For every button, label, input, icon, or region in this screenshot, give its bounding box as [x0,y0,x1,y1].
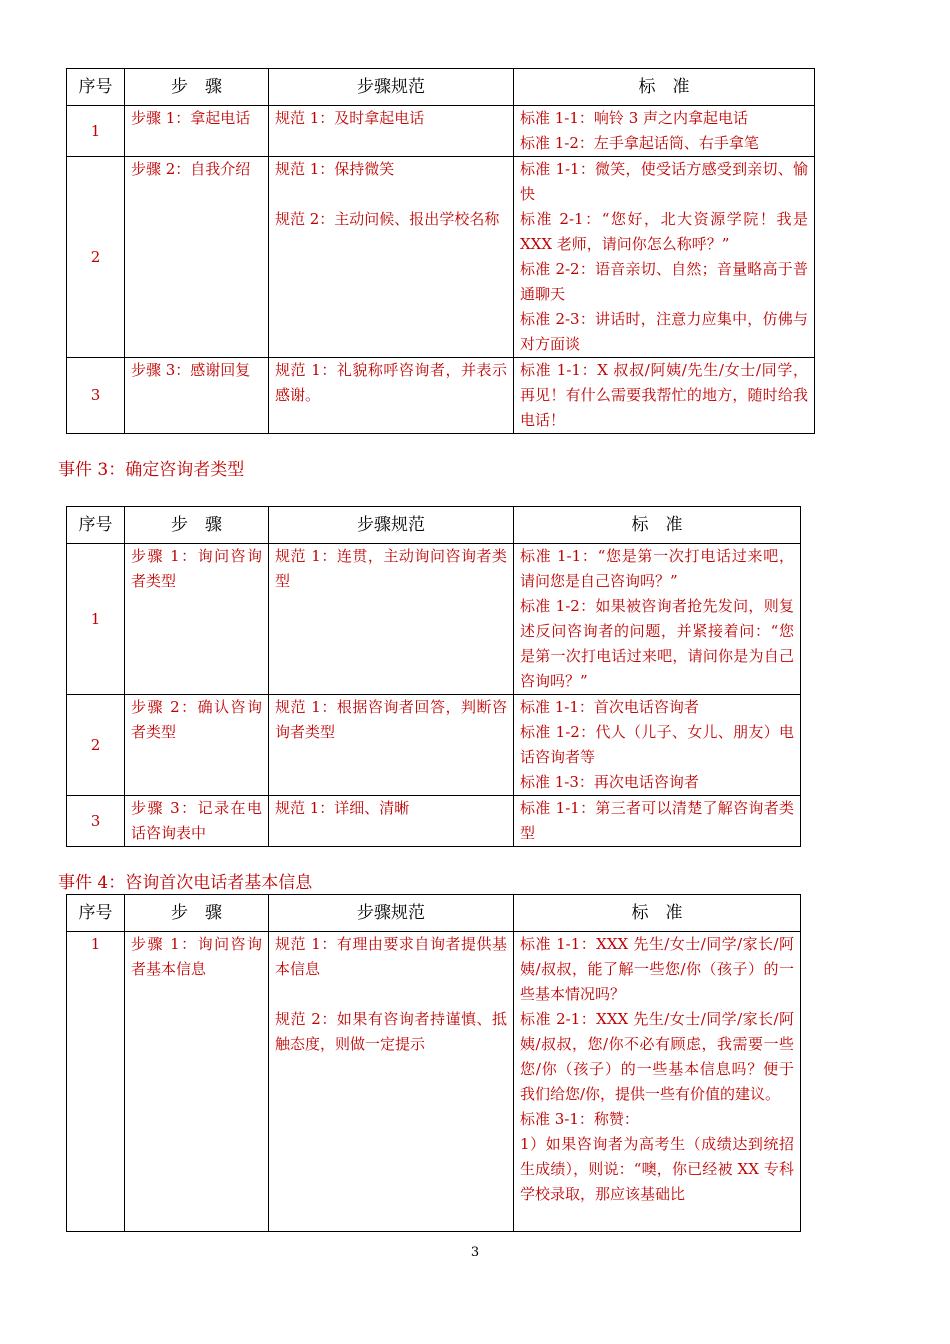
row-index: 1 [67,932,125,1232]
header-spec: 步骤规范 [269,895,514,932]
header-step: 步 骤 [125,69,269,106]
row-step: 步骤 1：询问咨询者类型 [131,547,262,590]
table-basic-info [66,894,801,1232]
row-index: 1 [67,544,125,695]
row-index: 2 [67,157,125,358]
row-step: 步骤 3：感谢回复 [131,361,251,379]
row-standard: 标准 2-2：语音亲切、自然；音量略高于普通聊天 [520,260,808,303]
header-step: 步 骤 [125,507,269,544]
row-spec: 规范 1：有理由要求自询者提供基本信息 [275,935,507,978]
row-spec: 规范 1：保持微笑 [275,160,395,178]
table-caller-type [66,506,801,847]
table-call-steps [66,68,815,434]
row-spec: 规范 2：主动问候、报出学校名称 [275,210,500,228]
row-index: 3 [67,796,125,847]
header-spec: 步骤规范 [269,69,514,106]
header-step: 步 骤 [125,895,269,932]
row-standard: 标准 1-1：微笑，使受话方感受到亲切、愉快 [520,160,808,203]
row-spec: 规范 2：如果有咨询者持谨慎、抵触态度，则做一定提示 [275,1010,507,1053]
table-row [67,695,801,796]
row-spec: 规范 1：礼貌称呼咨询者，并表示感谢。 [275,361,507,404]
row-standard: 标准 1-1：X 叔叔/阿姨/先生/女士/同学，再见！有什么需要我帮忙的地方，随时给我电话！ [520,361,808,429]
table-row [67,358,815,434]
row-standard: 标准 1-1：“您是第一次打电话过来吧，请问您是自己咨询吗？” [520,547,794,590]
header-standard: 标 准 [514,69,815,106]
page-number: 3 [470,1245,480,1260]
row-spec: 规范 1：及时拿起电话 [275,109,425,127]
header-index: 序号 [67,507,125,544]
row-standard: 标准 1-1：响铃 3 声之内拿起电话 [520,109,749,127]
row-step: 步骤 2：确认咨询者类型 [131,698,262,741]
row-step: 步骤 2：自我介绍 [131,160,251,178]
row-index: 3 [67,358,125,434]
row-spec: 规范 1：连贯，主动询问咨询者类型 [275,547,507,590]
row-index: 2 [67,695,125,796]
row-standard: 标准 2-1：“您好，北大资源学院！我是 XXX 老师，请问你怎么称呼？” [520,210,808,253]
row-standard: 标准 1-1：首次电话咨询者 [520,698,699,716]
table-header-row [67,69,815,106]
row-standard: 标准 1-2：代人（儿子、女儿、朋友）电话咨询者等 [520,723,794,766]
row-index: 1 [67,106,125,157]
section-title-event-3: 事件 3：确定咨询者类型 [58,460,245,480]
header-standard: 标 准 [514,507,801,544]
row-standard: 1）如果咨询者为高考生（成绩达到统招生成绩），则说：“噢，你已经被 XX 专科学校录取，那应该基础比 [520,1135,794,1203]
table-row [67,157,815,358]
row-step: 步骤 1：拿起电话 [131,109,251,127]
table-row [67,932,801,1232]
row-standard: 标准 1-1：XXX 先生/女士/同学/家长/阿姨/叔叔，能了解一些您/你（孩子）的一些基本情况吗？ [520,935,794,1003]
table-row [67,106,815,157]
row-standard: 标准 1-1：第三者可以清楚了解咨询者类型 [520,799,794,842]
header-spec: 步骤规范 [269,507,514,544]
table-header-row [67,507,801,544]
table-header-row [67,895,801,932]
section-title-event-4: 事件 4：咨询首次电话者基本信息 [58,873,313,893]
row-standard: 标准 1-3：再次电话咨询者 [520,773,699,791]
row-step: 步骤 1：询问咨询者基本信息 [131,935,262,978]
row-step: 步骤 3：记录在电话咨询表中 [131,799,262,842]
row-standard: 标准 2-1：XXX 先生/女士/同学/家长/阿姨/叔叔，您/你不必有顾虑，我需要一些您/你（孩子）的一些基本信息吗？便于我们给您/你，提供一些有价值的建议。 [520,1010,794,1103]
table-row [67,544,801,695]
row-standard: 标准 1-2：如果被咨询者抢先发问，则复述反问咨询者的问题，并紧接着问：“您是第一次打电话过来吧，请问你是为自己咨询吗？” [520,597,794,690]
header-index: 序号 [67,895,125,932]
header-index: 序号 [67,69,125,106]
row-standard: 标准 2-3：讲话时，注意力应集中，仿佛与对方面谈 [520,310,808,353]
row-spec: 规范 1：根据咨询者回答，判断咨询者类型 [275,698,507,741]
header-standard: 标 准 [514,895,801,932]
row-standard: 标准 3-1：称赞： [520,1110,639,1128]
row-standard: 标准 1-2：左手拿起话筒、右手拿笔 [520,134,759,152]
table-row [67,796,801,847]
row-spec: 规范 1：详细、清晰 [275,799,410,817]
